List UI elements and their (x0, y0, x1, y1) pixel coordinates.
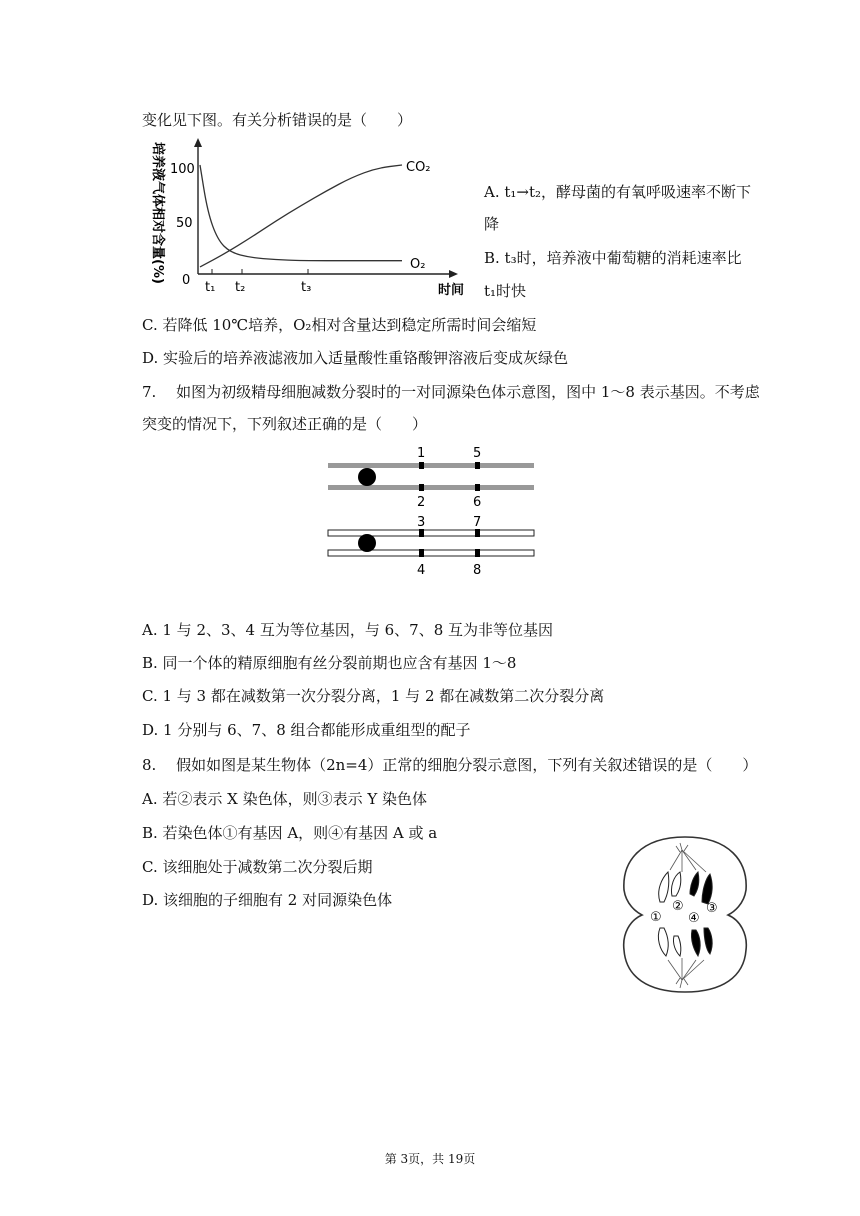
q6-intro: 变化见下图。有关分析错误的是（ ） (142, 111, 413, 129)
q6-option-a-line2: 降 (484, 215, 500, 233)
q7-option-b: B. 同一个体的精原细胞有丝分裂前期也应含有基因 1～8 (142, 654, 517, 672)
q7-gene-mark-4 (419, 549, 424, 557)
q7-stem-line1: 7. 如图为初级精母细胞减数分裂时的一对同源染色体示意图，图中 1～8 表示基因。不考虑 (142, 383, 760, 401)
q6-x-axis-arrow (449, 270, 458, 278)
q7-gene-label-5: 5 (473, 446, 482, 461)
q7-stem-line2: 突变的情况下，下列叙述正确的是（ ） (142, 415, 428, 433)
q6-y-axis-arrow (194, 138, 202, 147)
q6-option-b-line2: t₁时快 (484, 282, 527, 300)
q7-gene-mark-3 (419, 529, 424, 537)
q6-option-c: C. 若降低 10℃培养，O₂相对含量达到稳定所需时间会缩短 (142, 316, 537, 334)
q6-xtick-t3: t₃ (301, 280, 312, 295)
q6-ytick-50: 50 (176, 216, 193, 231)
q7-chromosome-diagram (326, 444, 536, 580)
q7-chromatid-lower-1 (328, 530, 534, 536)
q7-gene-mark-1 (419, 462, 424, 469)
q8-cell-division-diagram (620, 832, 750, 997)
q8-option-b: B. 若染色体①有基因 A，则④有基因 A 或 a (142, 824, 438, 842)
q7-centromere-upper (358, 468, 376, 486)
q7-option-c: C. 1 与 3 都在减数第一次分裂分离，1 与 2 都在减数第二次分裂分离 (142, 687, 605, 705)
q8-chromosome-label-3: ③ (706, 901, 718, 916)
q6-series-o2-label: O₂ (410, 257, 426, 272)
q7-gene-mark-7 (475, 529, 480, 537)
q8-option-d: D. 该细胞的子细胞有 2 对同源染色体 (142, 891, 393, 909)
q8-chromosome-label-4: ④ (688, 911, 700, 926)
q7-option-a: A. 1 与 2、3、4 互为等位基因，与 6、7、8 互为非等位基因 (142, 621, 554, 639)
q7-gene-label-1: 1 (417, 446, 426, 461)
q7-gene-label-3: 3 (417, 515, 426, 530)
q7-chromatid-lower-2 (328, 550, 534, 556)
page-footer: 第 3页，共 19页 (384, 1152, 476, 1166)
q7-centromere-lower (358, 534, 376, 552)
q7-gene-label-2: 2 (417, 495, 426, 510)
q7-gene-label-6: 6 (473, 495, 482, 510)
q8-chromosome-label-2: ② (672, 899, 684, 914)
q6-ytick-0: 0 (182, 273, 191, 288)
q6-chart-ylabel: 培养液气体相对含量(%) (150, 142, 165, 284)
q6-option-b-line1: B. t₃时，培养液中葡萄糖的消耗速率比 (484, 249, 742, 267)
q8-chromosome-label-1: ① (650, 910, 662, 925)
q6-series-o2-line (200, 165, 402, 261)
q6-option-a-line1: A. t₁→t₂，酵母菌的有氧呼吸速率不断下 (484, 183, 752, 201)
q7-chromatid-upper-1 (328, 463, 534, 468)
q7-gene-mark-6 (475, 484, 480, 491)
q8-cell-membrane (624, 837, 747, 992)
q6-xtick-t1: t₁ (205, 280, 216, 295)
q7-chromatid-upper-2 (328, 485, 534, 490)
q6-ytick-100: 100 (170, 162, 195, 177)
q6-series-co2-label: CO₂ (406, 160, 431, 175)
q6-line-chart (140, 138, 480, 300)
q7-gene-label-7: 7 (473, 515, 482, 530)
q6-chart-xlabel: 时间 (438, 283, 465, 298)
q6-option-d: D. 实验后的培养液滤液加入适量酸性重铬酸钾溶液后变成灰绿色 (142, 349, 569, 367)
q7-option-d: D. 1 分别与 6、7、8 组合都能形成重组型的配子 (142, 721, 471, 739)
q7-gene-mark-5 (475, 462, 480, 469)
q7-gene-mark-2 (419, 484, 424, 491)
q8-option-a: A. 若②表示 X 染色体，则③表示 Y 染色体 (142, 790, 428, 808)
q8-stem: 8. 假如如图是某生物体（2n=4）正常的细胞分裂示意图，下列有关叙述错误的是（ ） (142, 756, 758, 774)
q7-gene-label-4: 4 (417, 563, 426, 578)
q7-gene-label-8: 8 (473, 563, 482, 578)
q7-gene-mark-8 (475, 549, 480, 557)
q8-option-c: C. 该细胞处于减数第二次分裂后期 (142, 858, 373, 876)
q6-xtick-t2: t₂ (235, 280, 246, 295)
